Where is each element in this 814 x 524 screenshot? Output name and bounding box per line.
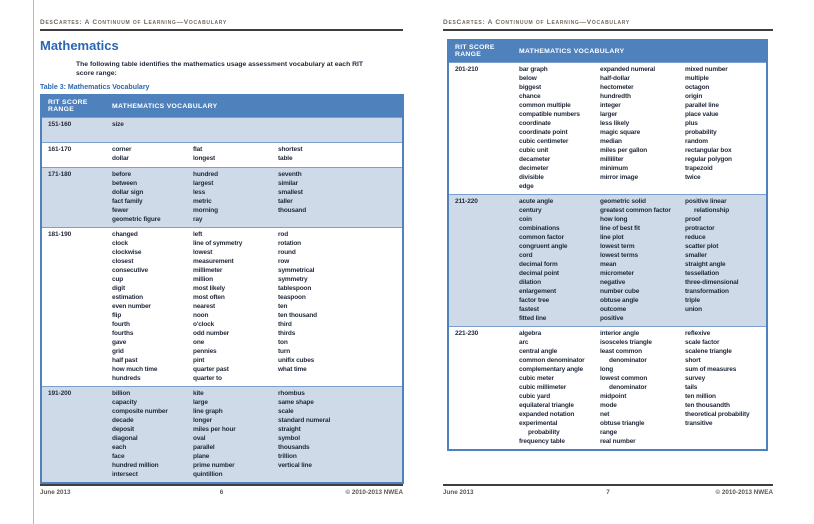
vocab-column-1 [112, 120, 193, 139]
vocab-item: decameter [519, 156, 551, 163]
vocab-item: how long [600, 216, 628, 223]
vocab-column-1 [112, 389, 193, 479]
footer-copyright: © 2010-2013 NWEA [715, 489, 773, 496]
vocab-item: ten thousandth [685, 402, 730, 409]
vocab-item: obtuse triangle [600, 420, 645, 427]
rit-score-range: 161-170 [48, 146, 72, 153]
section-title: Mathematics [40, 38, 119, 53]
vocab-item: chance [519, 93, 541, 100]
vocab-item: o'clock [193, 321, 215, 328]
vocab-item: coordinate point [519, 129, 568, 136]
vocab-item: parallel line [685, 102, 719, 109]
intro-paragraph: The following table identifies the mathematics usage assessment vocabulary at each RIT score range: [76, 61, 364, 77]
vocab-item: common denominator [519, 357, 585, 364]
vocab-item: relationship [694, 207, 730, 214]
vocab-item: century [519, 207, 542, 214]
vocab-item: tablespoon [278, 285, 312, 292]
vocab-item: tails [685, 384, 698, 391]
vocab-item: row [278, 258, 290, 265]
vocab-item: midpoint [600, 393, 627, 400]
vocab-item: noon [193, 312, 209, 319]
rit-score-range: 201-210 [455, 66, 479, 73]
vocab-item: denominator [609, 384, 647, 391]
vocab-item: isosceles triangle [600, 339, 652, 346]
vocab-item: less [193, 189, 206, 196]
vocab-item: symbol [278, 435, 300, 442]
vocab-column-2 [193, 230, 278, 383]
vocab-item: sum of measures [685, 366, 737, 373]
footer-page-number: 7 [606, 489, 610, 496]
vocab-item: ton [278, 339, 288, 346]
vocab-item: transitive [685, 420, 713, 427]
vocab-item: scale factor [685, 339, 720, 346]
vocab-item: corner [112, 146, 132, 153]
vocab-item: random [685, 138, 708, 145]
vocab-item: rod [278, 231, 289, 238]
vocab-item: thousands [278, 444, 310, 451]
vocabulary-table [40, 94, 404, 484]
vocab-item: divisible [519, 174, 544, 181]
vocab-item: common multiple [519, 102, 571, 109]
vocab-item: how much time [112, 366, 158, 373]
vocab-column-3 [685, 329, 766, 446]
vocab-column-2 [600, 197, 685, 323]
vocab-item: coordinate [519, 120, 551, 127]
vocab-item: less likely [600, 120, 630, 127]
vocab-columns [519, 329, 766, 446]
footer-date: June 2013 [40, 489, 71, 496]
vocab-column-3 [278, 145, 402, 164]
vocab-item: symmetrical [278, 267, 315, 274]
vocab-item: changed [112, 231, 138, 238]
vocab-item: each [112, 444, 127, 451]
column-header-rit-score-range: RIT SCORE RANGE [455, 44, 495, 58]
vocab-column-1 [519, 329, 600, 446]
vocab-item: longer [193, 417, 212, 424]
vocab-item: thirds [278, 330, 296, 337]
vocab-item: one [193, 339, 205, 346]
vocab-column-2 [600, 65, 685, 191]
vocab-columns [112, 145, 402, 164]
vocab-item: long [600, 366, 614, 373]
vocab-column-3 [278, 389, 402, 479]
vocab-item: miles per gallon [600, 147, 648, 154]
vocab-item: kite [193, 390, 204, 397]
vocab-item: composite number [112, 408, 168, 415]
footer-date: June 2013 [443, 489, 474, 496]
vocab-item: interior angle [600, 330, 640, 337]
vocab-item: fourths [112, 330, 134, 337]
footer-page-number: 6 [219, 489, 224, 496]
table-row-181-190 [42, 227, 402, 386]
vocab-item: ten thousand [278, 312, 318, 319]
vocab-item: origin [685, 93, 703, 100]
vocab-item: decimeter [519, 165, 549, 172]
vocab-item: trapezoid [685, 165, 713, 172]
vocab-column-2 [193, 145, 278, 164]
vocab-item: proof [685, 216, 701, 223]
page-footer [40, 484, 403, 496]
page-footer [443, 484, 773, 496]
vocab-item: lowest [193, 249, 213, 256]
vocab-item: tessellation [685, 270, 719, 277]
vocab-item: acute angle [519, 198, 554, 205]
vocab-item: line of best fit [600, 225, 640, 232]
document-page-left [33, 0, 407, 524]
vocab-item: closest [112, 258, 134, 265]
vocab-item: digit [112, 285, 125, 292]
vocab-item: below [519, 75, 537, 82]
vocab-item: hundred [193, 171, 218, 178]
vocab-column-3 [685, 197, 766, 323]
vocab-item: lowest common [600, 375, 648, 382]
vocab-item: fewer [112, 207, 129, 214]
vocab-column-1 [519, 65, 600, 191]
vocab-item: magic square [600, 129, 641, 136]
vocab-item: flat [193, 146, 203, 153]
table-row-191-200 [42, 386, 402, 482]
vocab-item: large [193, 399, 208, 406]
vocab-item: parallel [193, 444, 215, 451]
vocab-item: place value [685, 111, 719, 118]
rit-score-range: 181-190 [48, 231, 72, 238]
vocab-item: taller [278, 198, 293, 205]
vocab-item: lowest term [600, 243, 635, 250]
vocab-item: cup [112, 276, 124, 283]
vocab-item: hectometer [600, 84, 634, 91]
vocab-item: millimeter [193, 267, 223, 274]
vocab-item: prime number [193, 462, 235, 469]
vocab-item: thousand [278, 207, 307, 214]
column-header-rit-score-range: RIT SCORE RANGE [48, 99, 88, 113]
vocab-item: nearest [193, 303, 216, 310]
vocabulary-table [447, 39, 768, 451]
vocab-item: largest [193, 180, 214, 187]
vocab-item: reduce [685, 234, 706, 241]
vocab-item: capacity [112, 399, 137, 406]
document-page-right [406, 0, 814, 524]
vocab-item: positive linear [685, 198, 727, 205]
vocab-item: outcome [600, 306, 627, 313]
vocab-item: rotation [278, 240, 301, 247]
vocab-item: three-dimensional [685, 279, 739, 286]
vocab-item: dollar sign [112, 189, 144, 196]
vocab-item: compatible numbers [519, 111, 580, 118]
vocab-item: octagon [685, 84, 710, 91]
vocab-item: coin [519, 216, 532, 223]
vocab-item: grid [112, 348, 124, 355]
vocab-item: quarter past [193, 366, 229, 373]
vocab-column-1 [112, 230, 193, 383]
table-row-161-170 [42, 142, 402, 167]
column-header-mathematics-vocabulary: MATHEMATICS VOCABULARY [112, 102, 218, 110]
vocab-item: consecutive [112, 267, 148, 274]
vocab-item: congruent angle [519, 243, 568, 250]
vocab-item: seventh [278, 171, 302, 178]
vocab-item: most likely [193, 285, 225, 292]
vocab-item: edge [519, 183, 534, 190]
vocab-item: net [600, 411, 610, 418]
vocab-item: plane [193, 453, 210, 460]
vocab-columns [112, 230, 402, 383]
vocab-item: ray [193, 216, 203, 223]
footer-copyright: © 2010-2013 NWEA [345, 489, 403, 496]
vocab-columns [112, 170, 402, 224]
table-row-221-230 [449, 326, 766, 449]
vocab-column-2 [193, 170, 278, 224]
vocab-item: ten [278, 303, 288, 310]
vocab-item: integer [600, 102, 621, 109]
vocab-item: complementary angle [519, 366, 583, 373]
column-header-mathematics-vocabulary: MATHEMATICS VOCABULARY [519, 47, 625, 55]
vocab-item: unifix cubes [278, 357, 315, 364]
vocab-item: hundredth [600, 93, 631, 100]
table-header-row [42, 96, 402, 117]
vocab-item: probability [528, 429, 560, 436]
vocab-item: greatest common factor [600, 207, 671, 214]
vocab-item: similar [278, 180, 298, 187]
vocab-item: expanded notation [519, 411, 575, 418]
vocab-item: triple [685, 297, 700, 304]
vocab-item: number cube [600, 288, 640, 295]
vocab-item: diagonal [112, 435, 138, 442]
rit-score-range: 191-200 [48, 390, 72, 397]
vocab-item: obtuse angle [600, 297, 639, 304]
vocab-item: pint [193, 357, 205, 364]
vocab-item: clock [112, 240, 128, 247]
vocab-item: scalene triangle [685, 348, 732, 355]
vocab-columns [112, 389, 402, 479]
vocab-item: transformation [685, 288, 729, 295]
vocab-item: gave [112, 339, 127, 346]
vocab-item: positive [600, 315, 624, 322]
vocab-column-3 [278, 230, 402, 383]
vocab-item: teaspoon [278, 294, 306, 301]
document-running-header: DesCartes: A Continuum of Learning—Vocabulary [40, 19, 403, 31]
vocab-item: before [112, 171, 131, 178]
vocab-item: twice [685, 174, 701, 181]
vocab-item: miles per hour [193, 426, 236, 433]
vocab-item: vertical line [278, 462, 312, 469]
vocab-column-3 [278, 170, 402, 224]
vocab-item: milliliter [600, 156, 624, 163]
vocab-item: hundred million [112, 462, 159, 469]
vocab-item: dollar [112, 155, 129, 162]
vocab-item: cubic centimeter [519, 138, 569, 145]
vocab-item: mode [600, 402, 617, 409]
vocab-item: fastest [519, 306, 539, 313]
document-running-header: DesCartes: A Continuum of Learning—Vocabulary [443, 19, 773, 31]
vocab-item: dilation [519, 279, 541, 286]
vocab-item: algebra [519, 330, 542, 337]
vocab-item: mixed number [685, 66, 728, 73]
vocab-column-2 [193, 389, 278, 479]
vocab-item: probability [685, 129, 717, 136]
vocab-item: smallest [278, 189, 303, 196]
vocab-item: enlargement [519, 288, 557, 295]
vocab-columns [112, 120, 402, 139]
vocab-item: most often [193, 294, 225, 301]
vocab-item: cubic millimeter [519, 384, 567, 391]
vocab-item: fitted line [519, 315, 547, 322]
vocab-item: decimal point [519, 270, 559, 277]
table-row-171-180 [42, 167, 402, 227]
vocab-item: measurement [193, 258, 234, 265]
vocab-item: theoretical probability [685, 411, 750, 418]
vocab-item: cubic meter [519, 375, 554, 382]
vocab-item: lowest terms [600, 252, 638, 259]
vocab-item: straight angle [685, 261, 726, 268]
vocab-column-1 [519, 197, 600, 323]
vocab-item: plus [685, 120, 698, 127]
vocab-item: hundreds [112, 375, 141, 382]
vocab-item: table [278, 155, 293, 162]
vocab-item: shortest [278, 146, 303, 153]
vocab-item: quarter to [193, 375, 222, 382]
vocab-column-2 [600, 329, 685, 446]
vocab-item: billion [112, 390, 131, 397]
rit-score-range: 151-160 [48, 121, 72, 128]
vocab-item: expanded numeral [600, 66, 656, 73]
vocab-item: ten million [685, 393, 716, 400]
vocab-item: estimation [112, 294, 144, 301]
table-caption: Table 3: Mathematics Vocabulary [40, 84, 150, 91]
vocab-item: morning [193, 207, 218, 214]
vocab-item: fact family [112, 198, 143, 205]
vocab-column-2 [193, 120, 278, 139]
vocab-item: flip [112, 312, 122, 319]
vocab-item: deposit [112, 426, 135, 433]
vocab-item: rhombus [278, 390, 305, 397]
vocab-item: multiple [685, 75, 709, 82]
vocab-item: even number [112, 303, 151, 310]
table-header-row [449, 41, 766, 62]
vocab-item: cord [519, 252, 533, 259]
vocab-item: factor tree [519, 297, 550, 304]
vocab-item: face [112, 453, 125, 460]
vocab-column-3 [685, 65, 766, 191]
vocab-item: median [600, 138, 622, 145]
vocab-item: straight [278, 426, 301, 433]
vocab-item: scatter plot [685, 243, 719, 250]
vocab-item: cubic unit [519, 147, 549, 154]
vocab-item: decade [112, 417, 134, 424]
vocab-item: turn [278, 348, 291, 355]
vocab-item: size [112, 121, 124, 128]
vocab-item: mean [600, 261, 617, 268]
vocab-item: union [685, 306, 702, 313]
vocab-item: rectangular box [685, 147, 732, 154]
vocab-item: minimum [600, 165, 628, 172]
vocab-item: third [278, 321, 292, 328]
vocab-column-3 [278, 120, 402, 139]
vocab-item: denominator [609, 357, 647, 364]
vocab-item: quintillion [193, 471, 223, 478]
vocab-item: line of symmetry [193, 240, 243, 247]
vocab-item: least common [600, 348, 642, 355]
vocab-item: survey [685, 375, 706, 382]
table-row-211-220 [449, 194, 766, 326]
vocab-item: pennies [193, 348, 217, 355]
table-row-201-210 [449, 62, 766, 194]
table-row-151-160 [42, 117, 402, 142]
vocab-item: oval [193, 435, 206, 442]
vocab-item: longest [193, 155, 216, 162]
vocab-item: range [600, 429, 617, 436]
vocab-item: between [112, 180, 137, 187]
vocab-item: protractor [685, 225, 715, 232]
vocab-item: frequency table [519, 438, 565, 445]
vocab-item: same shape [278, 399, 314, 406]
vocab-item: biggest [519, 84, 542, 91]
vocab-item: fourth [112, 321, 130, 328]
vocab-item: bar graph [519, 66, 548, 73]
vocab-item: geometric solid [600, 198, 646, 205]
vocab-item: larger [600, 111, 618, 118]
vocab-item: equilateral triangle [519, 402, 574, 409]
vocab-item: million [193, 276, 213, 283]
vocab-item: metric [193, 198, 212, 205]
vocab-item: half past [112, 357, 138, 364]
rit-score-range: 211-220 [455, 198, 478, 205]
vocab-item: left [193, 231, 203, 238]
vocab-item: smaller [685, 252, 707, 259]
vocab-item: half-dollar [600, 75, 630, 82]
vocab-item: intersect [112, 471, 138, 478]
vocab-item: micrometer [600, 270, 634, 277]
vocab-item: short [685, 357, 701, 364]
vocab-item: real number [600, 438, 636, 445]
vocab-columns [519, 197, 766, 323]
vocab-item: symmetry [278, 276, 308, 283]
vocab-item: central angle [519, 348, 558, 355]
vocab-item: what time [278, 366, 307, 373]
vocab-item: regular polygon [685, 156, 732, 163]
vocab-item: round [278, 249, 296, 256]
vocab-item: reflexive [685, 330, 711, 337]
vocab-item: arc [519, 339, 529, 346]
vocab-columns [519, 65, 766, 191]
vocab-item: line graph [193, 408, 223, 415]
vocab-item: cubic yard [519, 393, 551, 400]
vocab-item: negative [600, 279, 626, 286]
vocab-item: common factor [519, 234, 565, 241]
vocab-item: clockwise [112, 249, 142, 256]
vocab-item: geometric figure [112, 216, 161, 223]
vocab-item: line plot [600, 234, 624, 241]
vocab-item: odd number [193, 330, 230, 337]
vocab-item: scale [278, 408, 294, 415]
rit-score-range: 221-230 [455, 330, 479, 337]
vocab-item: mirror image [600, 174, 638, 181]
vocab-item: combinations [519, 225, 560, 232]
vocab-item: experimental [519, 420, 558, 427]
vocab-item: standard numeral [278, 417, 331, 424]
vocab-item: trillion [278, 453, 297, 460]
rit-score-range: 171-180 [48, 171, 72, 178]
vocab-column-1 [112, 170, 193, 224]
vocab-item: decimal form [519, 261, 558, 268]
vocab-column-1 [112, 145, 193, 164]
